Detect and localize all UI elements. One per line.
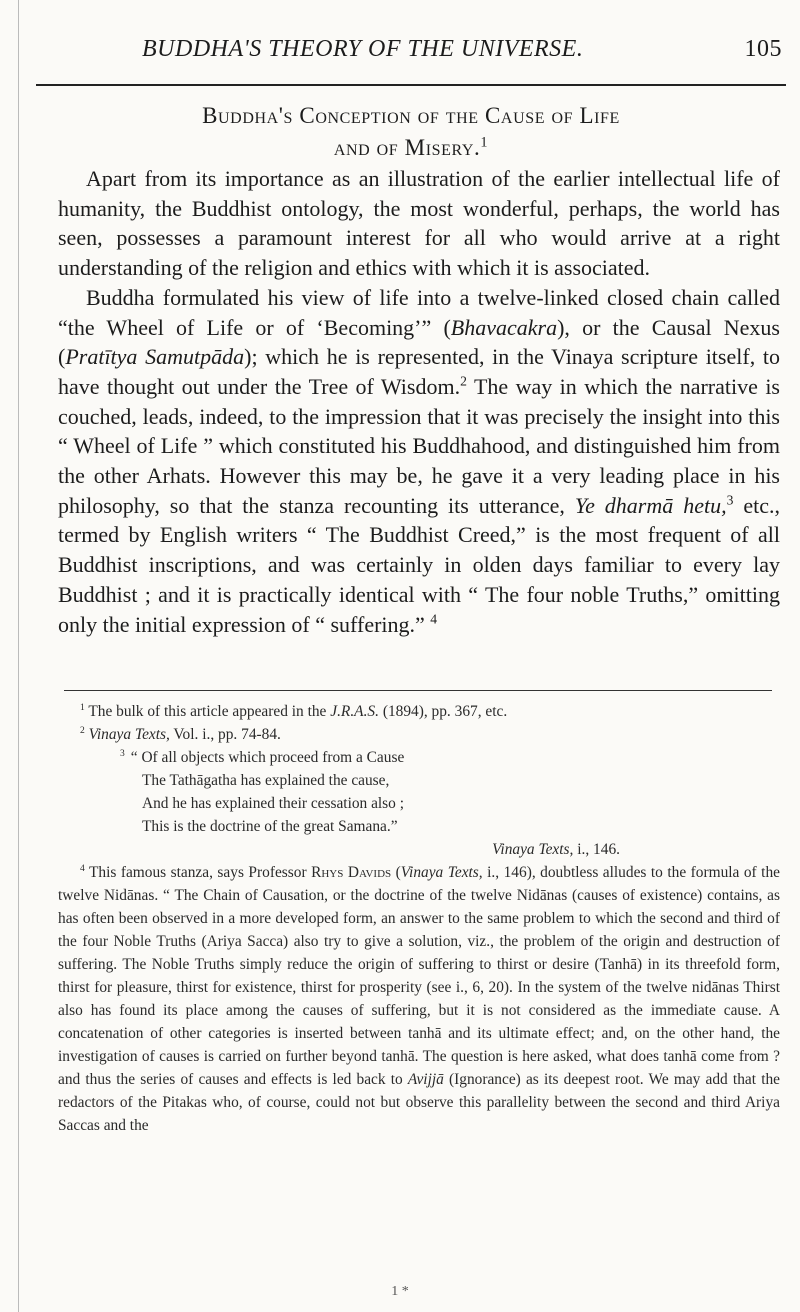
page-number: 105 <box>744 36 782 62</box>
body-text <box>58 164 780 639</box>
verse-line <box>142 792 780 815</box>
footnote-ref: 2 <box>460 373 467 389</box>
footnote-ref: 4 <box>430 611 438 627</box>
footnote-text: (1894), pp. 367, etc. <box>378 703 508 720</box>
verse-line <box>142 769 780 792</box>
footnote-ref: 3 <box>726 492 734 508</box>
pali-term: Ye dharmā hetu, <box>574 492 727 518</box>
paragraph-text: ); which he is represented, in the Vinaya scripture itself, to have thought out under the Tree of Wisdom. <box>58 344 780 399</box>
footnotes <box>58 700 780 1137</box>
verse-quote <box>120 746 780 838</box>
footnote-ref: 1 <box>480 134 489 151</box>
pali-term: Bhavacakra <box>450 314 558 340</box>
header-rule <box>36 84 786 86</box>
verse-text: This is the doctrine of the great Samana.” <box>142 818 398 835</box>
paragraph-text: Apart from its importance as an illustration of the earlier intellectual life of humanity, the Buddhist ontology, the most wonderful, perhaps, the world has seen, possesses a paramount interest for all who would arrive at a right understanding of the religion and ethics with which it is associated. <box>58 166 780 281</box>
paragraph-text: The way in which the narrative is couched, leads, indeed, to the impression that it was precisely the insight into this “ Wheel of Life ” which constituted his Buddhahood, and distinguished him from the other Arhats. However this may be, he gave it a very leading place in his philosophy, so that the stanza recounting its utterance, <box>58 373 780 518</box>
footnote-4 <box>58 861 780 1137</box>
running-head <box>142 36 782 63</box>
paragraph <box>58 164 780 283</box>
pali-term: Avijjā <box>407 1071 444 1088</box>
footnote-text: i., 146. <box>573 841 620 858</box>
journal-title: J.R.A.S. <box>330 703 379 720</box>
verse-text: The Tathāgatha has explained the cause, <box>142 772 390 789</box>
footnote-mark: 4 <box>80 862 85 874</box>
signature-mark: 1 * <box>391 1284 409 1299</box>
section-heading-line-1: Buddha's Conception of the Cause of Life <box>202 103 620 128</box>
book-title: Vinaya Texts, <box>88 726 170 743</box>
section-heading-line-2: and of Misery. <box>333 135 481 160</box>
footnote-1 <box>58 700 780 723</box>
pali-term: Pratītya Samutpāda <box>65 344 245 370</box>
footnote-mark: 2 <box>80 724 85 736</box>
footnote-rule <box>64 690 772 691</box>
paragraph <box>58 283 780 639</box>
author-name: Rhys Davids <box>311 864 392 881</box>
footnote-3 <box>58 746 780 861</box>
verse-line <box>120 746 780 769</box>
verse-text: And he has explained their cessation also ; <box>142 795 404 812</box>
section-heading <box>36 100 786 164</box>
footnote-text: This famous stanza, says Professor <box>88 864 312 881</box>
book-title: Vinaya Texts, <box>400 864 483 881</box>
running-head-title: BUDDHA'S THEORY OF THE UNIVERSE. <box>142 36 584 62</box>
footnote-text: ( <box>391 864 401 881</box>
footnote-mark: 1 <box>80 701 85 713</box>
book-title: Vinaya Texts, <box>492 841 574 858</box>
footnote-text: i., 146), doubtless alludes to the formula of the twelve Nidānas. “ The Chain of Causation, or the doctrine of the twelve Nidānas (causes of existence) contains, as has often been observed in a more developed form, an answer to the same problem to which the second and third of the four Noble Truths (Ariya Sacca) also try to give a solution, viz., the problem of the origin and destruction of suffering. The Noble Truths simply reduce the origin of suffering to thirst or desire (Tanhā) in its threefold form, thirst for pleasure, thirst for existence, thirst for prosperity (see i., 6, 20). In the system of the twelve nidānas Thirst also has found its place among the causes of suffering, but it is not considered as the immediate cause. A concatenation of other categories is inserted between tanhā and its ultimate effect; and, on the other hand, the investigation of causes is carried on further beyond tanhā. The question is here asked, what does tanhā come from ? and thus the series of causes and effects is led back to <box>58 864 780 1088</box>
footnote-text: The bulk of this article appeared in the <box>88 703 331 720</box>
footnote-2 <box>58 723 780 746</box>
paragraph-text: etc., termed by English writers “ The Buddhist Creed,” is the most frequent of all Buddhist inscriptions, and was certainly in olden days familiar to every lay Buddhist ; and it is practically identical with “ The four noble Truths,” omitting only the initial expression of “ suffering.” <box>58 492 780 637</box>
verse-text: “ Of all objects which proceed from a Cause <box>130 749 405 766</box>
paragraph-text: ), or the Causal Nexus ( <box>58 314 780 370</box>
binding-edge-line <box>18 0 19 1312</box>
footnote-text: (Ignorance) as its deepest root. We may add that the redactors of the Pitakas who, of course, could not but observe this parallelity between the second and third Ariya Saccas and the <box>58 1071 780 1134</box>
footnote-text: Vol. i., pp. 74-84. <box>169 726 281 743</box>
verse-citation <box>58 838 780 861</box>
paragraph-text: Buddha formulated his view of life into a twelve-linked closed chain called “the Wheel of Life or of ‘Becoming’” ( <box>58 284 780 340</box>
verse-line <box>142 815 780 838</box>
footnote-mark: 3 <box>120 747 125 759</box>
